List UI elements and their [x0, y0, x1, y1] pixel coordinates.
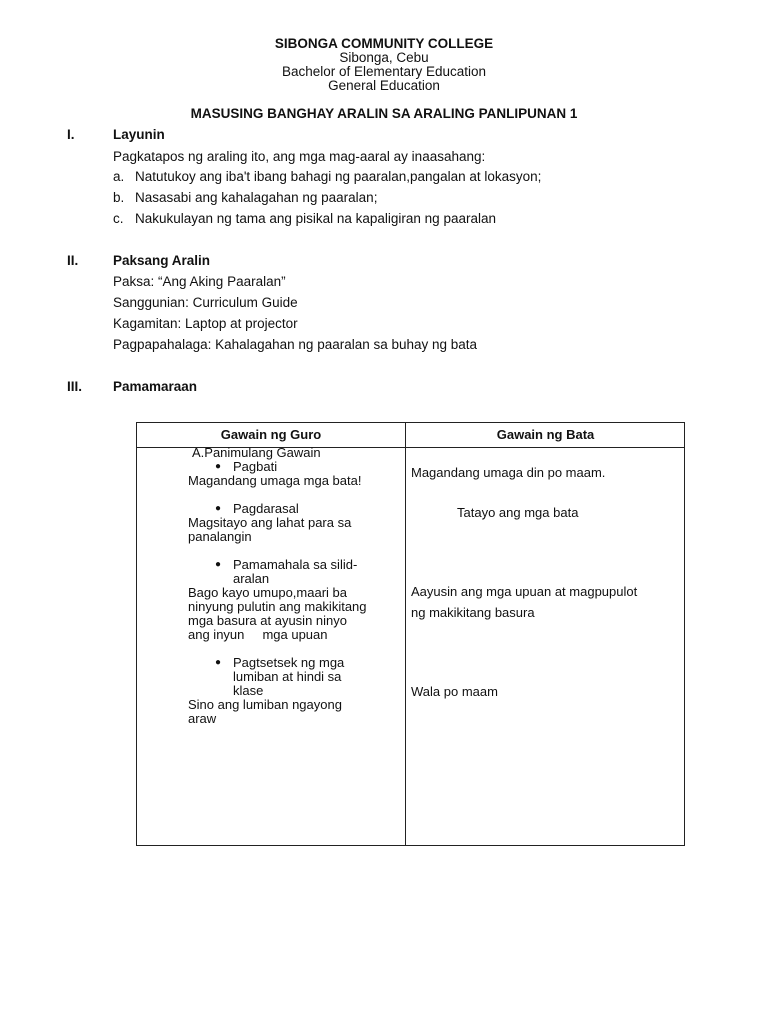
- guro-bullet-label: Pagbati: [233, 459, 278, 474]
- bata-response: ng makikitang basura: [411, 605, 535, 620]
- section-numeral-3: III.: [67, 379, 83, 394]
- objective-text: Nakukulayan ng tama ang pisikal na kapaligiran ng paaralan: [135, 211, 496, 226]
- guro-bullet-label: aralan: [233, 571, 270, 586]
- pagpapahalaga-line: Pagpapahalaga: Kahalagahan ng paaralan sa buhay ng bata: [113, 337, 478, 352]
- table-header-guro: Gawain ng Guro: [220, 427, 322, 442]
- kagamitan-line: Kagamitan: Laptop at projector: [113, 316, 298, 331]
- activity-table: [136, 422, 685, 846]
- objective-text: Natutukoy ang iba't ibang bahagi ng paaralan,pangalan at lokasyon;: [135, 169, 542, 184]
- sanggunian-line: Sanggunian: Curriculum Guide: [113, 295, 298, 310]
- objective-letter: c.: [113, 211, 124, 226]
- section-heading-pamamaraan: Pamamaraan: [113, 379, 198, 394]
- bullet-icon: ●: [215, 461, 222, 472]
- bata-response: Magandang umaga din po maam.: [411, 465, 606, 480]
- table-column-divider: [405, 423, 406, 845]
- section-numeral-2: II.: [67, 253, 79, 268]
- document-title: MASUSING BANGHAY ARALIN SA ARALING PANLIPUNAN 1: [190, 106, 578, 121]
- school-name: SIBONGA COMMUNITY COLLEGE: [274, 36, 494, 51]
- guro-bullet-label: lumiban at hindi sa: [233, 669, 342, 684]
- objective-letter: b.: [113, 190, 125, 205]
- guro-line: Magsitayo ang lahat para sa: [188, 515, 352, 530]
- paksa-line: Paksa: “Ang Aking Paaralan”: [113, 274, 286, 289]
- program-name: Bachelor of Elementary Education: [281, 64, 487, 79]
- objective-letter: a.: [113, 169, 125, 184]
- guro-bullet-label: klase: [233, 683, 264, 698]
- guro-section-label: A.Panimulang Gawain: [192, 445, 321, 460]
- guro-bullet-label: Pagtsetsek ng mga: [233, 655, 345, 670]
- bata-response: Tatayo ang mga bata: [457, 505, 579, 520]
- guro-bullet-label: Pamamahala sa silid-: [233, 557, 358, 572]
- guro-line: Sino ang lumiban ngayong: [188, 697, 342, 712]
- guro-line: Magandang umaga mga bata!: [188, 473, 362, 488]
- school-location: Sibonga, Cebu: [339, 50, 429, 65]
- guro-line: Bago kayo umupo,maari ba: [188, 585, 347, 600]
- department-name: General Education: [328, 78, 440, 93]
- bullet-icon: ●: [215, 559, 222, 570]
- bata-response: Aayusin ang mga upuan at magpupulot: [411, 584, 638, 599]
- bullet-icon: ●: [215, 657, 222, 668]
- guro-bullet-label: Pagdarasal: [233, 501, 299, 516]
- guro-line: mga basura at ayusin ninyo: [188, 613, 347, 628]
- guro-line: ninyung pulutin ang makikitang: [188, 599, 367, 614]
- guro-line: araw: [188, 711, 217, 726]
- objective-text: Nasasabi ang kahalagahan ng paaralan;: [135, 190, 378, 205]
- layunin-intro: Pagkatapos ng araling ito, ang mga mag-aaral ay inaasahang:: [113, 149, 486, 164]
- guro-line: panalangin: [188, 529, 252, 544]
- section-heading-layunin: Layunin: [113, 127, 165, 142]
- bullet-icon: ●: [215, 503, 222, 514]
- table-header-bata: Gawain ng Bata: [496, 427, 595, 442]
- section-heading-paksang-aralin: Paksang Aralin: [113, 253, 211, 268]
- bata-response: Wala po maam: [411, 684, 498, 699]
- section-numeral-1: I.: [67, 127, 75, 142]
- guro-line: ang inyun mga upuan: [188, 627, 328, 642]
